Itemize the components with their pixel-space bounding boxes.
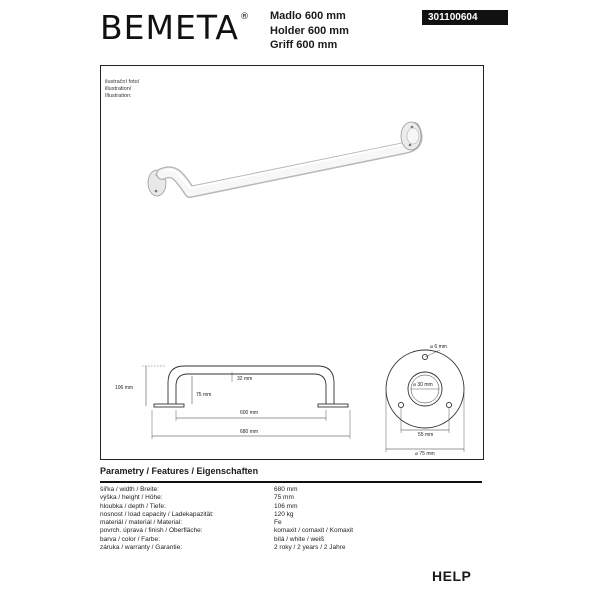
feature-label: hloubka / depth / Tiefe: [100, 502, 166, 510]
product-title-cz: Madlo 600 mm [270, 10, 346, 22]
feature-row [100, 519, 353, 527]
feature-label: materiál / material / Material: [100, 519, 182, 527]
grab-bar-photo [148, 122, 421, 196]
feature-value: komaxit / comaxit / Komaxit [274, 527, 354, 535]
feature-value: 2 roky / 2 years / 2 Jahre [274, 544, 346, 552]
dim-hole: ⌀ 6 mm [430, 344, 447, 350]
feature-row [100, 511, 353, 519]
feature-label: záruka / warranty / Garantie: [100, 544, 183, 552]
product-title-de: Griff 600 mm [270, 39, 338, 51]
feature-value: 106 mm [274, 502, 298, 510]
feature-value: 75 mm [274, 494, 294, 502]
dim-depth: 75 mm [196, 392, 212, 398]
brand-name: BEMETA [100, 8, 239, 47]
features-divider [100, 481, 482, 483]
feature-label: výška / height / Höhe: [100, 494, 163, 502]
feature-row [100, 536, 353, 544]
dim-flange: ⌀ 75 mm [415, 451, 435, 457]
feature-row [100, 527, 353, 535]
feature-label: šířka / width / Breite: [100, 486, 159, 493]
illustration-note-de: Illustration: [105, 93, 132, 99]
product-code: 301100604 [422, 10, 508, 25]
dim-tube: ⌀ 30 mm [413, 382, 433, 388]
feature-label: barva / color / Farbe: [100, 535, 160, 543]
feature-label: povrch. úprava / finish / Oberfläche: [100, 527, 203, 535]
feature-row [100, 544, 353, 552]
series-name: HELP [432, 568, 472, 584]
feature-row [100, 486, 353, 494]
feature-row [100, 503, 353, 511]
feature-row [100, 494, 353, 502]
feature-value: 120 kg [274, 510, 294, 518]
dim-height: 106 mm [115, 385, 134, 391]
features-heading: Parametry / Features / Eigenschaften [100, 466, 259, 476]
features-table [100, 486, 353, 552]
dim-tube-offset: 32 mm [237, 376, 253, 382]
product-title-en: Holder 600 mm [270, 24, 349, 37]
feature-value: bílá / white / weiß [274, 535, 325, 543]
dim-hole-spacing: 55 mm [418, 432, 434, 438]
registered-mark: ® [239, 12, 250, 22]
feature-label: nosnost / load capacity / Ladekapazität: [100, 510, 214, 518]
feature-value: 680 mm [274, 486, 298, 493]
dim-inner-width: 600 mm [240, 410, 259, 416]
illustration-note-en: illustration/ [105, 86, 132, 92]
feature-value: Fe [274, 519, 282, 527]
dim-total-width: 680 mm [240, 429, 259, 435]
illustration-note-cz: ilustrační foto/ [105, 79, 140, 85]
